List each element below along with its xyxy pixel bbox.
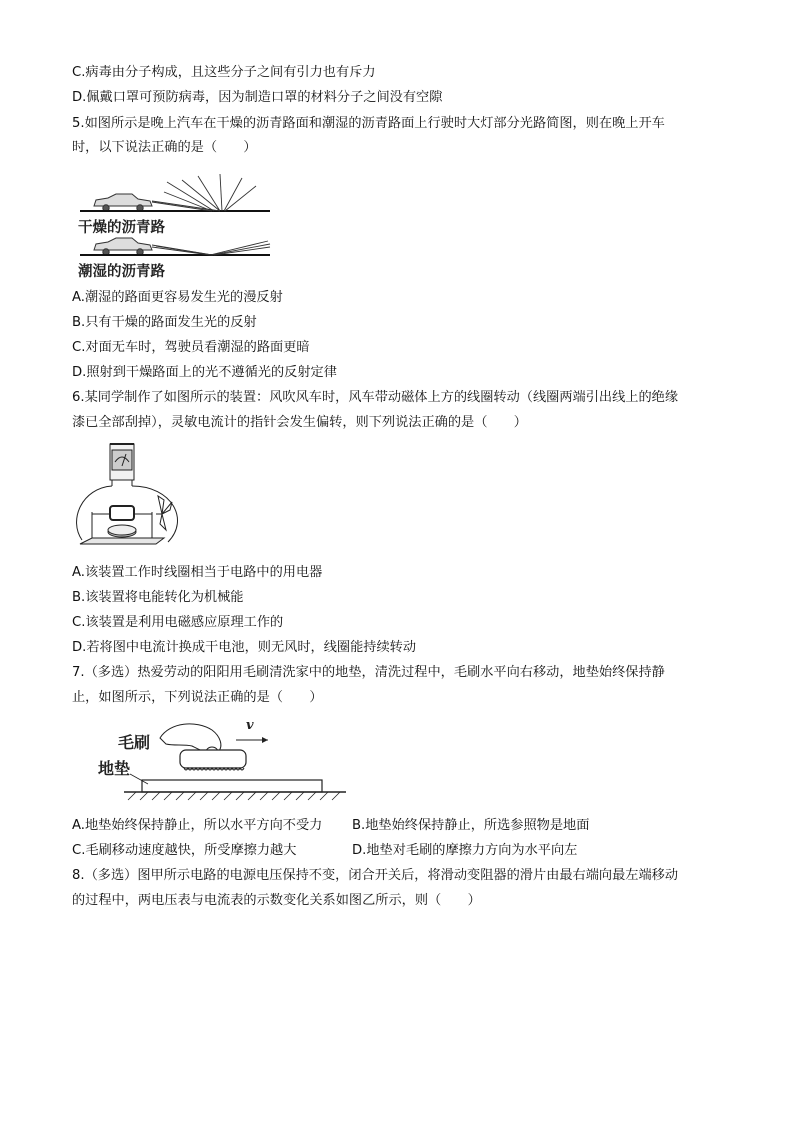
q6-option-c: C.该装置是利用电磁感应原理工作的 xyxy=(72,615,284,630)
q6-option-b: B.该装置将电能转化为机械能 xyxy=(72,590,244,605)
mat-label: 地垫 xyxy=(98,759,131,778)
dry-car xyxy=(94,194,152,211)
dry-road-label: 干燥的沥青路 xyxy=(78,219,165,236)
q5-figure xyxy=(72,172,272,282)
wet-car xyxy=(94,238,152,255)
q7-stem-1: 7.（多选）热爱劳动的阳阳用毛刷清洗家中的地垫，清洗过程中，毛刷水平向右移动，地垫始终保持静 xyxy=(72,665,665,680)
q7-option-b: B.地垫始终保持静止，所选参照物是地面 xyxy=(352,818,590,833)
q5-option-d: D.照射到干燥路面上的光不遵循光的反射定律 xyxy=(72,365,337,380)
q7-stem-2: 止，如图所示，下列说法正确的是（ ） xyxy=(72,690,323,705)
q5-option-c: C.对面无车时，驾驶员看潮湿的路面更暗 xyxy=(72,340,310,355)
q8-stem-2: 的过程中，两电压表与电流表的示数变化关系如图乙所示，则（ ） xyxy=(72,893,481,908)
q6-stem-2: 漆已全部刮掉），灵敏电流计的指针会发生偏转，则下列说法正确的是（ ） xyxy=(72,415,527,430)
q6-option-d: D.若将图中电流计换成干电池，则无风时，线圈能持续转动 xyxy=(72,640,417,655)
q7-option-d: D.地垫对毛刷的摩擦力方向为水平向左 xyxy=(352,843,578,858)
q5-stem-1: 5.如图所示是晚上汽车在干燥的沥青路面和潮湿的沥青路面上行驶时大灯部分光路简图，则在晚上开车 xyxy=(72,116,665,131)
q7-figure xyxy=(96,716,348,804)
q7-option-c: C.毛刷移动速度越快，所受摩擦力越大 xyxy=(72,843,297,858)
q6-stem-1: 6.某同学制作了如图所示的装置：风吹风车时，风车带动磁体上方的线圈转动（线圈两端引出线上的绝缘 xyxy=(72,390,679,405)
velocity-label: v xyxy=(246,718,254,733)
q7-option-a: A.地垫始终保持静止，所以水平方向不受力 xyxy=(72,818,323,833)
galvanometer xyxy=(110,444,134,486)
line-d: D.佩戴口罩可预防病毒，因为制造口罩的材料分子之间没有空隙 xyxy=(72,90,443,105)
wet-road-label: 潮湿的沥青路 xyxy=(78,263,165,280)
q5-option-b: B.只有干燥的路面发生光的反射 xyxy=(72,315,257,330)
q5-stem-2: 时，以下说法正确的是（ ） xyxy=(72,140,257,155)
q6-option-a: A.该装置工作时线圈相当于电路中的用电器 xyxy=(72,565,323,580)
q6-figure xyxy=(72,440,184,556)
q5-option-a: A.潮湿的路面更容易发生光的漫反射 xyxy=(72,290,283,305)
q6-figure-svg xyxy=(72,440,184,556)
brush-label: 毛刷 xyxy=(118,733,151,752)
q8-stem-1: 8.（多选）图甲所示电路的电源电压保持不变，闭合开关后，将滑动变阻器的滑片由最右端向最左端移动 xyxy=(72,868,679,883)
line-c: C.病毒由分子构成，且这些分子之间有引力也有斥力 xyxy=(72,65,376,80)
